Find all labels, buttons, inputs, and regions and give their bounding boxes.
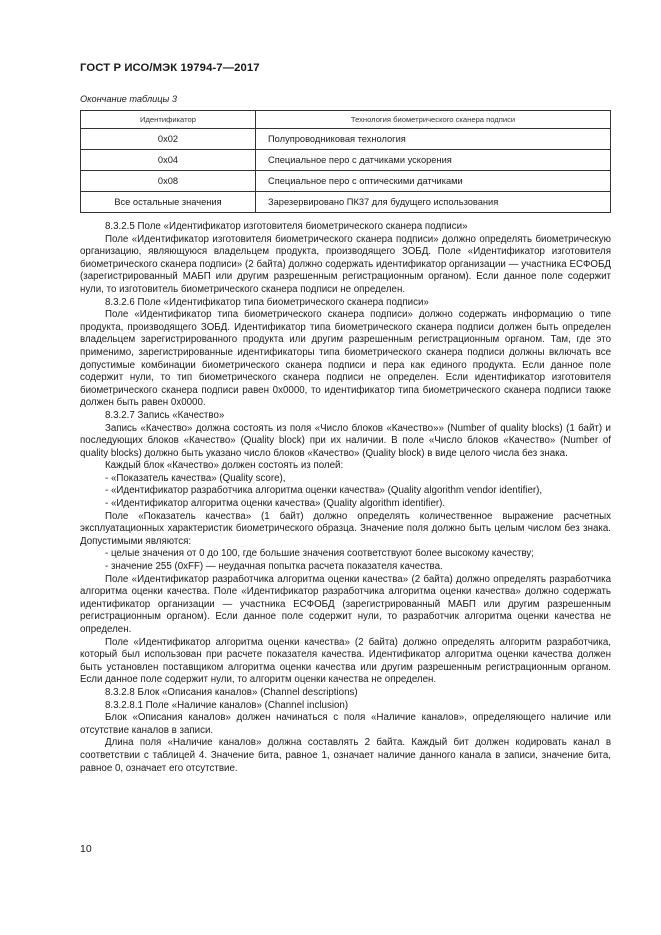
identifier-cell: Все остальные значения — [81, 192, 256, 213]
paragraph: Длина поля «Наличие каналов» должна составлять 2 байта. Каждый бит должен кодировать канал в соответствии с таблицей 4. Значение бита, равное 1, означает наличие данного канала в записи, значение бита, равное 0, означает его отсутствие. — [80, 737, 611, 774]
list-item: - целые значения от 0 до 100, где большие значения соответствуют более высокому качеству; — [105, 548, 535, 560]
technology-cell: Зарезервировано ПК37 для будущего использования — [256, 192, 611, 213]
table-row — [81, 150, 611, 171]
table-row — [81, 171, 611, 192]
section-heading-8-3-2-8-1: 8.3.2.8.1 Поле «Наличие каналов» (Channel inclusion) — [105, 699, 349, 711]
section-heading-8-3-2-7: 8.3.2.7 Запись «Качество» — [105, 409, 225, 421]
identifier-cell: 0x04 — [81, 150, 256, 171]
section-heading-8-3-2-6: 8.3.2.6 Поле «Идентификатор типа биометрического сканера подписи» — [105, 296, 429, 308]
list-item: - «Идентификатор алгоритма оценки качества» (Quality algorithm identifier). — [105, 498, 446, 510]
standard-title: ГОСТ Р ИСО/МЭК 19794-7—2017 — [80, 62, 260, 74]
column-header-technology: Технология биометрического сканера подписи — [256, 111, 611, 129]
technology-cell: Специальное перо с оптическими датчиками — [256, 171, 611, 192]
paragraph: Поле «Идентификатор разработчика алгоритма оценки качества» (2 байта) должно определять разработчика алгоритма оценки качества. Поле «Идентификатор разработчика алгоритма оценки качества» должно содержать идентификатор организации — участника ЕСФОБД (зарегистрированный МАБП или другим разрешенным регистрационным органом). Если данное поле содержит нули, то разработчик алгоритма оценки качества не определен. — [80, 573, 611, 635]
list-item: - «Идентификатор разработчика алгоритма оценки качества» (Quality algorithm vendor identifier), — [105, 485, 543, 497]
table-caption: Окончание таблицы 3 — [80, 94, 177, 104]
table-row — [81, 129, 611, 150]
list-item: - значение 255 (0xFF) — неудачная попытка расчета показателя качества. — [105, 561, 443, 573]
body-text — [80, 221, 611, 775]
technology-cell: Специальное перо с датчиками ускорения — [256, 150, 611, 171]
paragraph: Запись «Качество» должна состоять из поля «Число блоков «Качество»» (Number of quality blocks) (1 байт) и последующих блоков «Качество» (Quality block) при их наличии. В поле «Число блоков «Качество» (Number of quality blocks) должно быть указано число блоков «Качество» (Quality block) в виде целого числа без знака. — [80, 422, 611, 459]
scanner-technology-table — [80, 110, 611, 213]
section-heading-8-3-2-8: 8.3.2.8 Блок «Описания каналов» (Channel descriptions) — [105, 686, 358, 698]
identifier-cell: 0x08 — [81, 171, 256, 192]
section-heading-8-3-2-5: 8.3.2.5 Поле «Идентификатор изготовителя биометрического сканера подписи» — [105, 221, 468, 232]
identifier-cell: 0x02 — [81, 129, 256, 150]
paragraph: Каждый блок «Качество» должен состоять из полей: — [105, 460, 344, 472]
list-item: - «Показатель качества» (Quality score), — [105, 472, 286, 484]
paragraph: Блок «Описания каналов» должен начинаться с поля «Наличие каналов», определяющего наличие или отсутствие каналов в записи. — [80, 712, 611, 736]
paragraph: Поле «Идентификатор типа биометрического сканера подписи» должно содержать информацию о типе продукта, производящего ЗОБД. Идентификатор типа биометрического сканера подписи должен быть определен владельцем зарегистрированного продукта или другим разрешенным регистрационным органом. Там, где это применимо, зарегистрированные идентификаторы типа биометрического сканера подписи должны включать все допустимые комбинации биометрического сканера подписи и пера как единого продукта. Если данное поле содержит нули, то тип биометрического сканера подписи не определен. Если идентификатор изготовителя биометрического сканера подписи равен 0x0000, то идентификатор типа биометрического сканера подписи также должен быть равен 0x0000. — [80, 309, 611, 409]
paragraph: Поле «Идентификатор изготовителя биометрического сканера подписи» должно определять биометрическую организацию, являющуюся владельцем продукта, производящего ЗОБД. Поле «Идентификатор изготовителя биометрического сканера подписи» (2 байта) должно содержать идентификатор организации — участника ЕСФОБД (зарегистрированный МАБП или другим разрешенным регистрационным органом). Если данное поле содержит нули, то изготовитель биометрического сканера подписи не определен. — [80, 233, 611, 295]
table-header-row — [81, 111, 611, 129]
table-row — [81, 192, 611, 213]
paragraph: Поле «Идентификатор алгоритма оценки качества» (2 байта) должно определять алгоритм разработчика, который был использован при расчете показателя качества. Идентификатор алгоритма оценки качества должен быть установлен поставщиком алгоритма оценки качества или другим разрешенным регистрационным органом. Если данное поле содержит нули, то алгоритм оценки качества не определен. — [80, 636, 611, 686]
column-header-identifier: Идентификатор — [81, 111, 256, 129]
paragraph: Поле «Показатель качества» (1 байт) должно определять количественное выражение расчетных эксплуатационных характеристик биометрического образца. Значение поля должно быть целым числом без знака. Допустимыми являются: — [80, 510, 611, 547]
page-number: 10 — [80, 843, 92, 855]
technology-cell: Полупроводниковая технология — [256, 129, 611, 150]
